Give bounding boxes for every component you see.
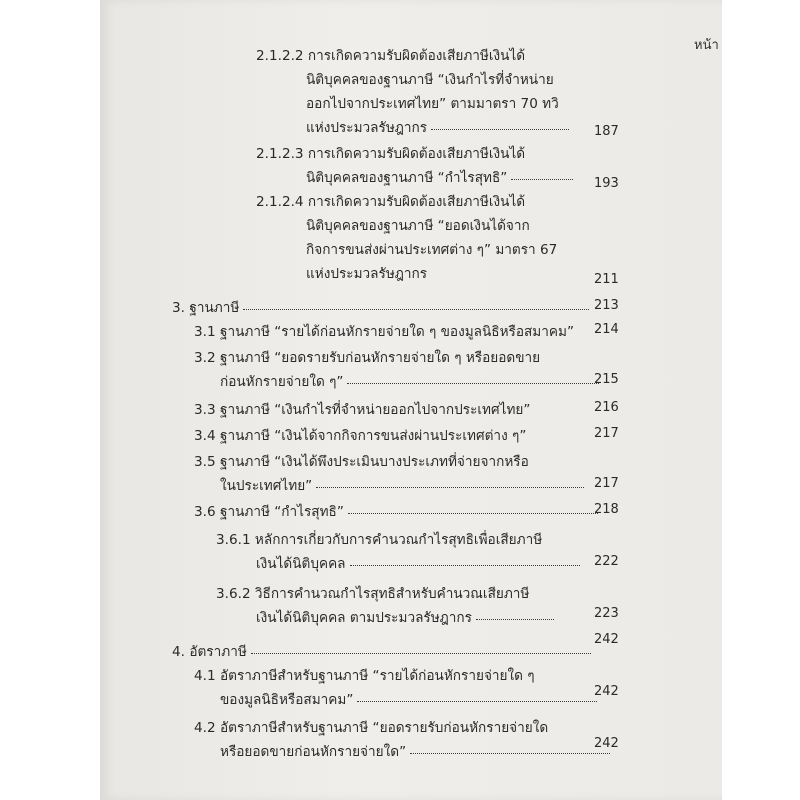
- toc-page-number: 218: [594, 502, 619, 517]
- toc-text: การเกิดความรับผิดต้องเสียภาษีเงินได้: [307, 146, 526, 162]
- toc-entry-3: [172, 296, 589, 320]
- toc-number: 2.1.2.2: [256, 48, 304, 64]
- toc-text: ฐานภาษี “กำไรสุทธิ”: [219, 504, 344, 520]
- toc-entry-4: [172, 640, 591, 664]
- toc-text: นิติบุคคลของฐานภาษี “เงินกำไรที่จำหน่าย: [306, 72, 554, 88]
- toc-page-number: 217: [594, 476, 619, 491]
- leader-dots: [347, 383, 599, 384]
- toc-number: 3.2: [194, 350, 216, 366]
- toc-page-number: 193: [594, 176, 619, 191]
- toc-text: ก่อนหักรายจ่ายใด ๆ”: [220, 374, 344, 390]
- toc-text: แห่งประมวลรัษฎากร: [306, 266, 428, 282]
- toc-page-number: 242: [594, 632, 619, 647]
- leader-dots: [410, 753, 610, 754]
- toc-number: 3.6: [194, 504, 216, 520]
- toc-text: ของมูลนิธิหรือสมาคม”: [220, 692, 354, 708]
- toc-page-number: 216: [594, 400, 619, 415]
- toc-text: ฐานภาษี “รายได้ก่อนหักรายจ่ายใด ๆ ของมูลนิธิหรือสมาคม”: [219, 324, 575, 340]
- leader-dots: [431, 129, 569, 130]
- toc-page-number: 217: [594, 426, 619, 441]
- toc-number: 3.5: [194, 454, 216, 470]
- toc-page-number: 187: [594, 124, 619, 139]
- toc-number: 2.1.2.4: [256, 194, 304, 210]
- leader-dots: [357, 701, 597, 702]
- toc-text: นิติบุคคลของฐานภาษี “ยอดเงินได้จาก: [306, 218, 530, 234]
- toc-number: 3.6.2: [216, 586, 251, 602]
- toc-entry-4-2: [194, 716, 610, 764]
- toc-page-number: 214: [594, 322, 619, 337]
- toc-text: แห่งประมวลรัษฎากร: [306, 120, 428, 136]
- toc-entry-2-1-2-4: [256, 190, 557, 286]
- toc-text: เงินได้นิติบุคคล: [256, 556, 346, 572]
- toc-number: 2.1.2.3: [256, 146, 304, 162]
- book-page: [100, 0, 722, 800]
- toc-number: 4.1: [194, 668, 216, 684]
- leader-dots: [511, 179, 573, 180]
- leader-dots: [350, 565, 580, 566]
- toc-page-number: 242: [594, 736, 619, 751]
- toc-entry-3-1: [194, 320, 574, 344]
- toc-page-number: 222: [594, 554, 619, 569]
- toc-number: 4.2: [194, 720, 216, 736]
- toc-number: 3.3: [194, 402, 216, 418]
- toc-text: ฐานภาษี: [189, 300, 240, 316]
- toc-text: ฐานภาษี “ยอดรายรับก่อนหักรายจ่ายใด ๆ หรือยอดขาย: [219, 350, 541, 366]
- toc-text: อัตราภาษีสำหรับฐานภาษี “ยอดรายรับก่อนหักรายจ่ายใด: [219, 720, 549, 736]
- toc-text: ฐานภาษี “เงินกำไรที่จำหน่ายออกไปจากประเทศไทย”: [219, 402, 531, 418]
- toc-text: หรือยอดขายก่อนหักรายจ่ายใด”: [220, 744, 407, 760]
- toc-text: การเกิดความรับผิดต้องเสียภาษีเงินได้: [307, 194, 526, 210]
- toc-entry-3-4: [194, 424, 526, 448]
- toc-page-number: 211: [594, 272, 619, 287]
- toc-entry-4-1: [194, 664, 597, 712]
- toc-entry-3-3: [194, 398, 530, 422]
- toc-text: ในประเทศไทย”: [220, 478, 313, 494]
- leader-dots: [243, 309, 589, 310]
- toc-text: กิจการขนส่งผ่านประเทศต่าง ๆ” มาตรา 67: [306, 242, 558, 258]
- toc-text: ฐานภาษี “เงินได้พึงประเมินบางประเภทที่จ่ายจากหรือ: [219, 454, 529, 470]
- toc-entry-3-6: [194, 500, 598, 524]
- toc-text: การเกิดความรับผิดต้องเสียภาษีเงินได้: [307, 48, 526, 64]
- toc-page-number: 242: [594, 684, 619, 699]
- toc-text: หลักการเกี่ยวกับการคำนวณกำไรสุทธิเพื่อเสียภาษี: [254, 532, 543, 548]
- toc-entry-3-6-2: [216, 582, 554, 630]
- toc-text: นิติบุคคลของฐานภาษี “กำไรสุทธิ”: [306, 170, 508, 186]
- toc-text: วิธีการคำนวณกำไรสุทธิสำหรับคำนวณเสียภาษี: [254, 586, 530, 602]
- toc-entry-3-2: [194, 346, 599, 394]
- toc-text: เงินได้นิติบุคคล ตามประมวลรัษฎากร: [256, 610, 472, 626]
- toc-number: 3.4: [194, 428, 216, 444]
- leader-dots: [251, 653, 591, 654]
- toc-number: 4.: [172, 644, 185, 660]
- toc-entry-2-1-2-3: [256, 142, 573, 190]
- toc-number: 3.: [172, 300, 185, 316]
- toc-number: 3.1: [194, 324, 216, 340]
- toc-text: อัตราภาษี: [189, 644, 247, 660]
- leader-dots: [476, 619, 554, 620]
- toc-page-number: 223: [594, 606, 619, 621]
- leader-dots: [348, 513, 598, 514]
- toc-text: ฐานภาษี “เงินได้จากกิจการขนส่งผ่านประเทศต่าง ๆ”: [219, 428, 527, 444]
- toc-text: อัตราภาษีสำหรับฐานภาษี “รายได้ก่อนหักรายจ่ายใด ๆ: [219, 668, 535, 684]
- toc-text: ออกไปจากประเทศไทย” ตามมาตรา 70 ทวิ: [306, 96, 559, 112]
- toc-page-number: 215: [594, 372, 619, 387]
- toc-entry-3-5: [194, 450, 584, 498]
- toc-page-number: 213: [594, 298, 619, 313]
- leader-dots: [316, 487, 584, 488]
- page-column-label: หน้า: [694, 38, 719, 53]
- toc-entry-2-1-2-2: [256, 44, 569, 140]
- toc-number: 3.6.1: [216, 532, 251, 548]
- toc-entry-3-6-1: [216, 528, 580, 576]
